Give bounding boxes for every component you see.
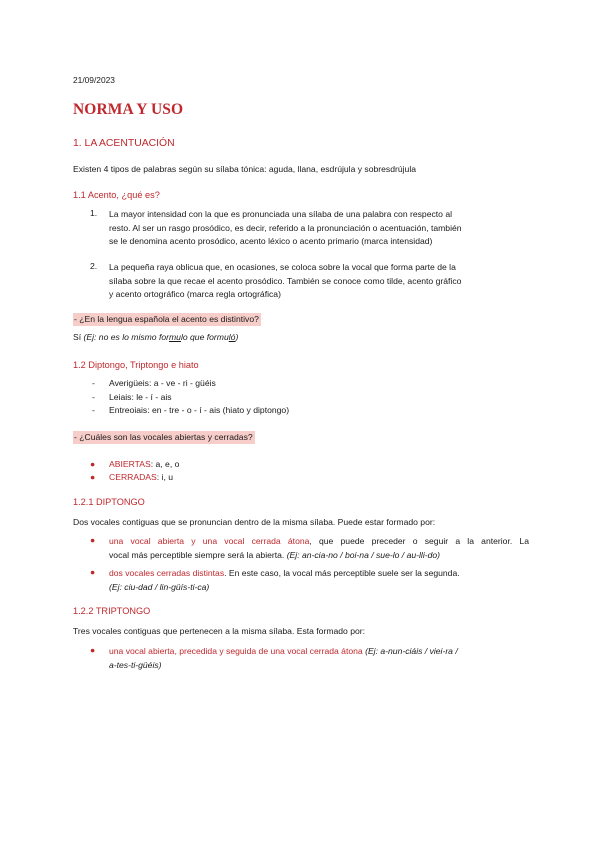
item-line: sílaba sobre la que recae el acento prosódico. También se conoce como tilde, acento gráfico	[109, 275, 462, 286]
item-label: ABIERTAS	[109, 459, 151, 469]
item-text: , que puede preceder o seguir a la anterior. La	[309, 536, 529, 546]
example-underlined: mu	[169, 332, 181, 342]
item-number: 2.	[90, 261, 98, 271]
dash-list	[92, 377, 289, 418]
date: 21/09/2023	[73, 75, 115, 85]
subsection-heading-triptongo: 1.2.2 TRIPTONGO	[73, 606, 151, 616]
list-item-cerradas	[109, 472, 173, 482]
answer-prefix: Sí	[73, 332, 84, 342]
item-line: resto. Al ser un rasgo prosódico, es decir, referido a la pronunciación o acentuación, también	[109, 222, 462, 233]
diptongo-item	[109, 534, 529, 562]
item-red-text: una vocal abierta y una vocal cerrada átona	[109, 536, 310, 546]
item-red-text: dos vocales cerradas distintas	[109, 568, 225, 578]
item-number: 1.	[90, 208, 98, 218]
item-example: (Ej: a-nun-ciáis / viei-ra /	[362, 646, 458, 656]
list-item: - Entreoiais: en - tre - o - í - ais (hiato y diptongo)	[92, 405, 290, 416]
example-part: (Ej: no es lo mismo for	[83, 332, 169, 342]
item-text-line2: vocal más perceptible siempre será la abierta.	[109, 550, 287, 560]
bullet-icon: ●	[90, 535, 96, 545]
bullet-icon: ●	[90, 645, 96, 655]
subsection-heading-acento: 1.1 Acento, ¿qué es?	[73, 190, 160, 200]
triptongo-item	[109, 644, 529, 672]
bullet-icon: ●	[90, 567, 96, 577]
item-value: : a, e, o	[150, 459, 180, 469]
item-example: (Ej: an-cia-no / boi-na / sue-lo / au-lli-do)	[286, 550, 441, 560]
example-underlined: ló	[228, 332, 236, 342]
item-example: a-tes-ti-güéis)	[109, 660, 162, 670]
section-heading-acentuacion: 1. LA ACENTUACIÓN	[73, 138, 175, 149]
question-distintivo	[73, 314, 261, 324]
item-line: se le denomina acento prosódico, acento léxico o acento primario (marca intensidad)	[109, 236, 433, 247]
subsection-heading-diptongo-triptongo-hiato: 1.2 Diptongo, Triptongo e hiato	[73, 360, 199, 370]
bullet-icon: ●	[90, 472, 96, 482]
bullet-icon: ●	[90, 459, 96, 469]
page-title: NORMA Y USO	[73, 101, 184, 118]
example-part: lo que formu	[180, 332, 229, 342]
diptongo-intro: Dos vocales contiguas que se pronuncian dentro de la misma sílaba. Puede estar formado por:	[73, 517, 436, 527]
item-line: y acento ortográfico (marca regla ortográfica)	[109, 289, 281, 300]
highlighted-question: - ¿Cuáles son las vocales abiertas y cerradas?	[74, 432, 253, 442]
diptongo-item	[109, 566, 529, 594]
question-answer	[73, 332, 238, 342]
highlighted-question: - ¿En la lengua española el acento es distintivo?	[74, 314, 259, 324]
item-value: : i, u	[156, 472, 174, 482]
list-item: - Averigüeis: a - ve - ri - güéis	[92, 378, 216, 388]
triptongo-intro: Tres vocales contiguas que pertenecen a la misma sílaba. Esta formado por:	[73, 626, 366, 636]
item-line: La pequeña raya oblicua que, en ocasiones, se coloca sobre la vocal que forma parte de la	[109, 262, 456, 272]
answer-example	[84, 332, 239, 342]
item-red-text: una vocal abierta, precedida y seguida de una vocal cerrada átona	[109, 646, 363, 656]
item-label: CERRADAS	[109, 472, 157, 482]
item-line: La mayor intensidad con la que es pronunciada una sílaba de una palabra con respecto al	[109, 209, 453, 219]
item-example: (Ej: ciu-dad / lin-güís-ti-ca)	[109, 582, 210, 592]
item-text: . En este caso, la vocal más perceptible suele ser la segunda.	[224, 568, 460, 578]
list-item: - Leiais: le - í - ais	[92, 391, 172, 402]
list-item-abiertas	[109, 459, 179, 469]
section-intro: Existen 4 tipos de palabras según su sílaba tónica: aguda, llana, esdrújula y sobresdrújula	[73, 164, 417, 174]
example-part: )	[235, 332, 239, 342]
subsection-heading-diptongo: 1.2.1 DIPTONGO	[73, 497, 145, 507]
question-vocales	[73, 432, 255, 442]
